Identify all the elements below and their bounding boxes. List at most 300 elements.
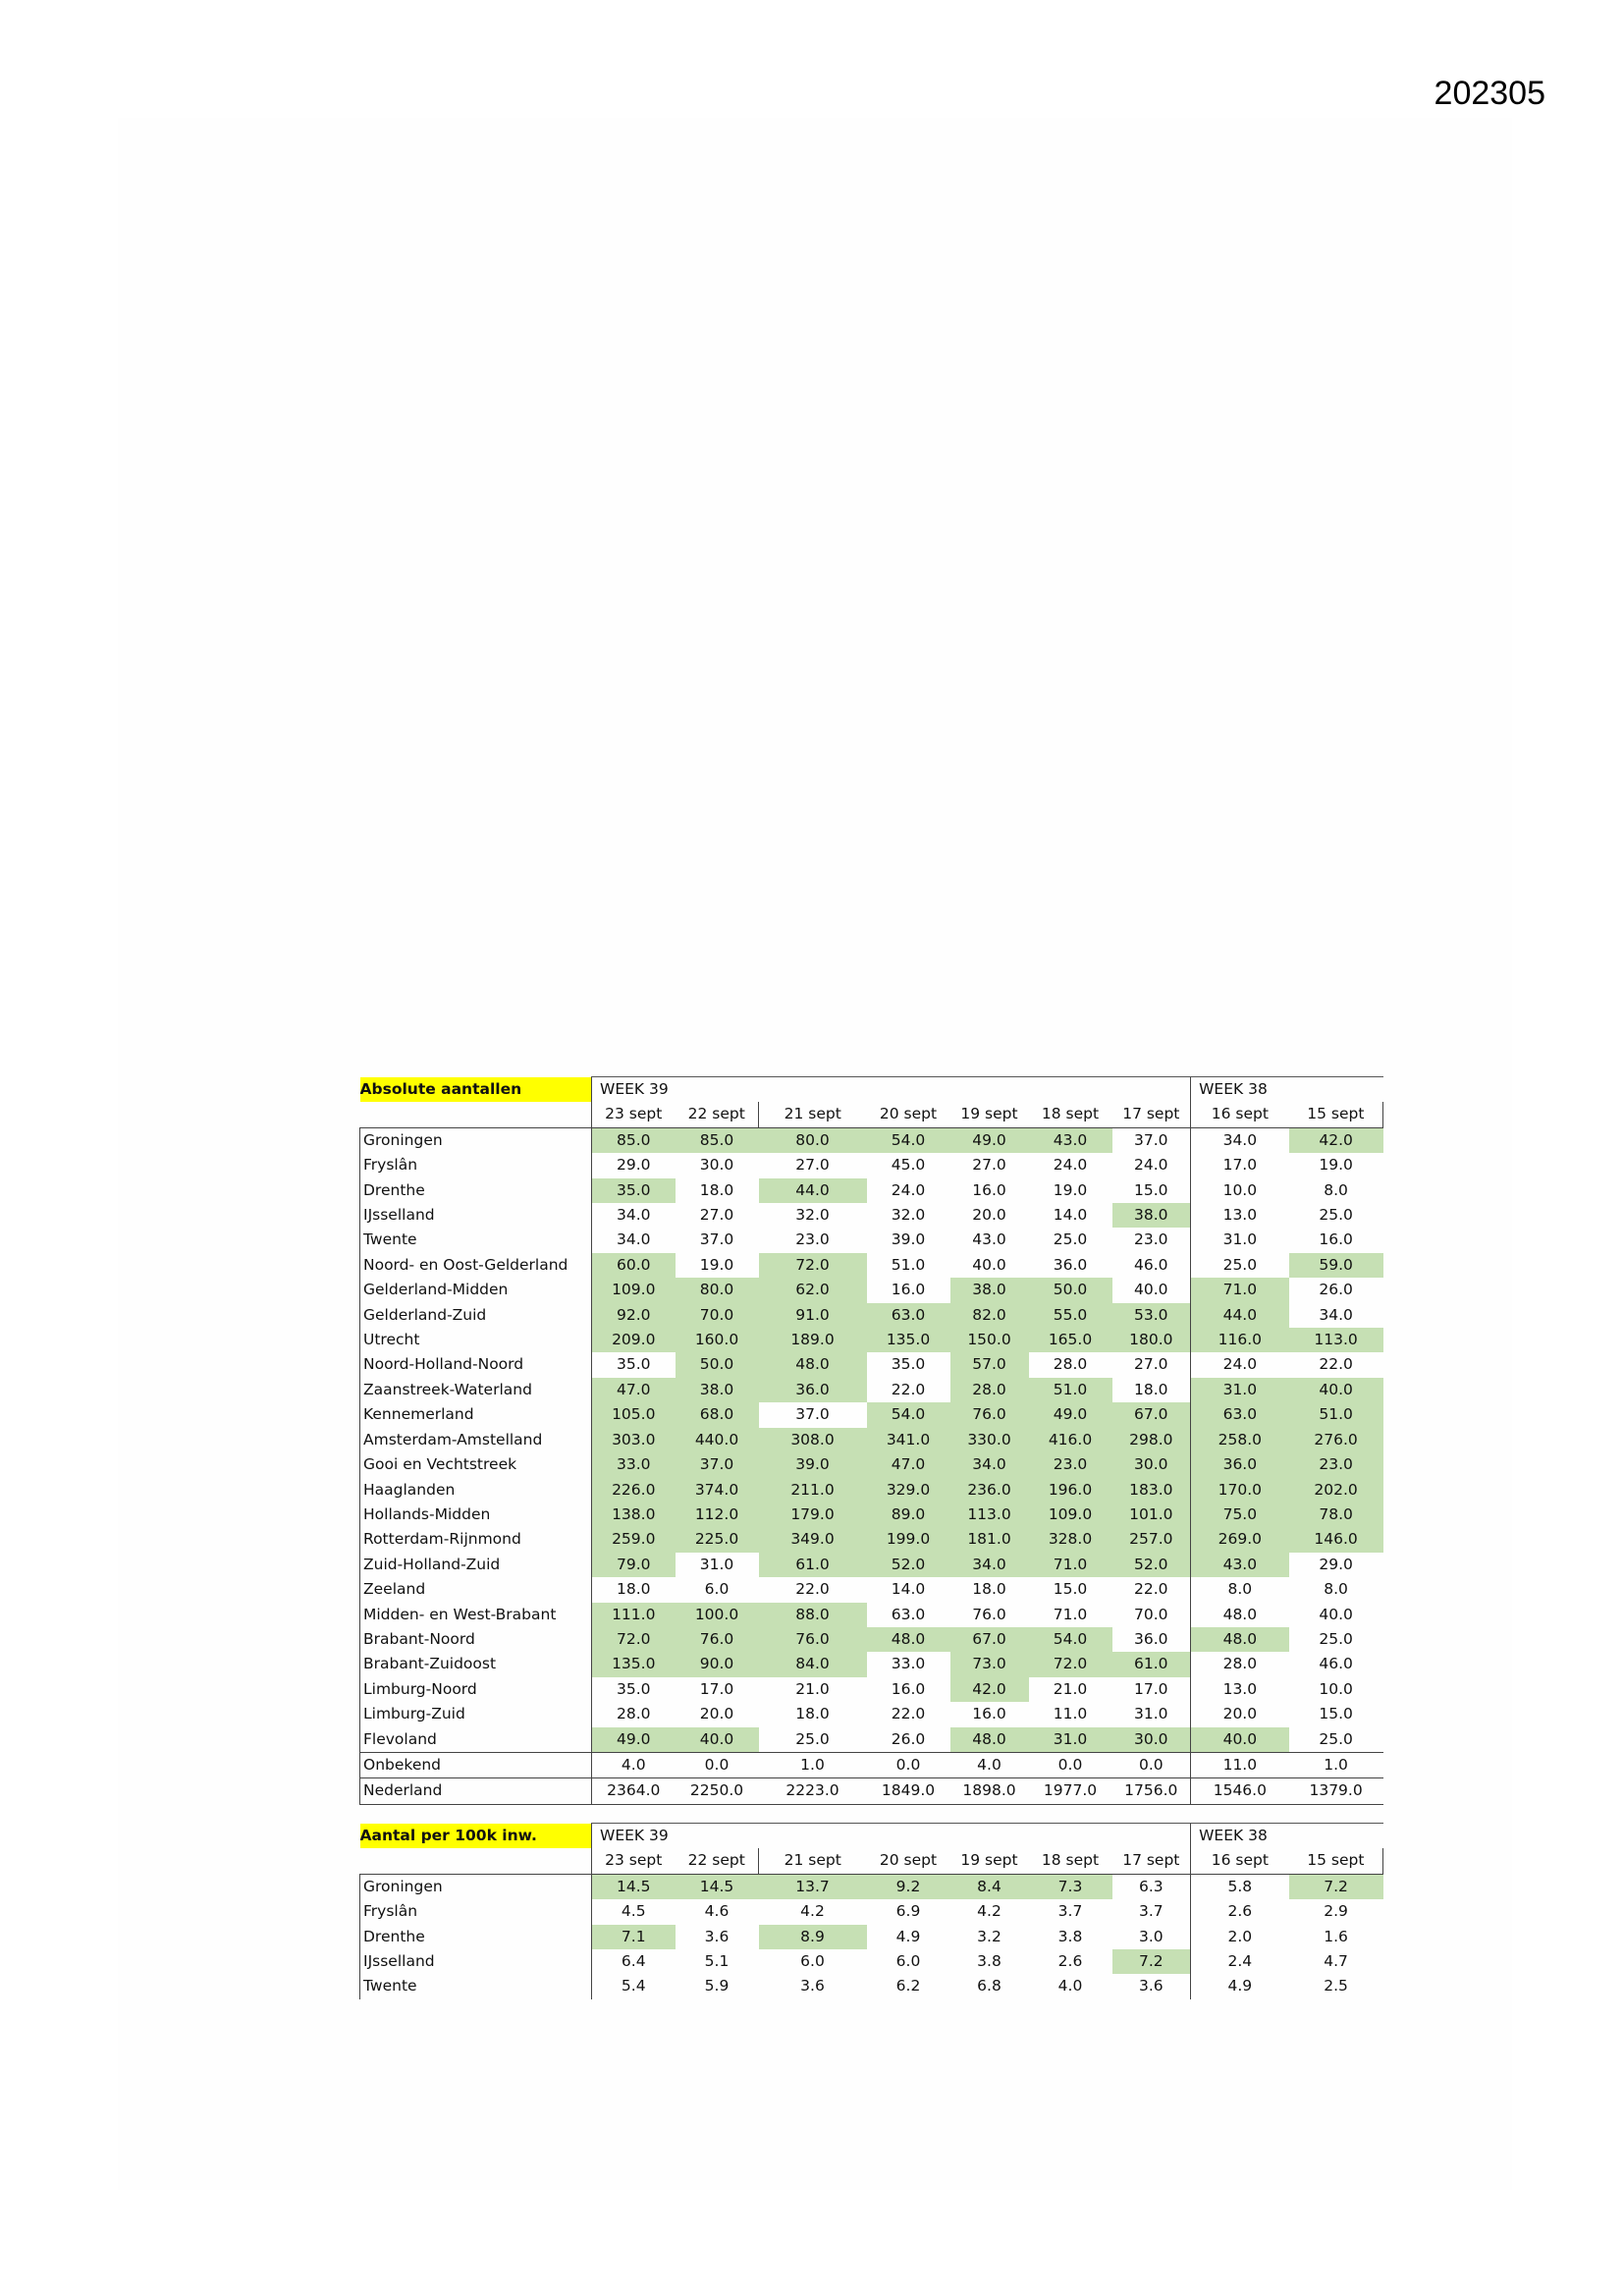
value-cell: 4.7 — [1324, 1952, 1348, 1971]
value-cell: 330.0 — [950, 1428, 1029, 1452]
value-cell: 47.0 — [867, 1452, 950, 1477]
table-row — [360, 1153, 1383, 1177]
value-cell: 112.0 — [676, 1503, 759, 1527]
value-cell: 84.0 — [759, 1652, 867, 1676]
value-cell: 20.0 — [1191, 1702, 1289, 1726]
value-cell: 18.0 — [972, 1580, 1006, 1599]
value-cell: 25.0 — [1191, 1253, 1289, 1278]
absolute-counts-table — [359, 1076, 1383, 1805]
value-cell: 72.0 — [1029, 1652, 1112, 1676]
value-cell: 3.7 — [1138, 1902, 1164, 1921]
value-cell: 80.0 — [676, 1278, 759, 1302]
region-label: Flevoland — [360, 1727, 592, 1753]
date-header: 15 sept — [1289, 1102, 1383, 1127]
value-cell: 1.6 — [1324, 1927, 1348, 1945]
value-cell: 2.5 — [1324, 1977, 1348, 1995]
value-cell: 45.0 — [891, 1156, 926, 1175]
value-cell: 8.0 — [1191, 1577, 1289, 1602]
value-cell: 27.0 — [972, 1156, 1006, 1175]
value-cell: 18.0 — [699, 1180, 734, 1199]
value-cell: 85.0 — [676, 1127, 759, 1153]
value-cell: 53.0 — [1112, 1303, 1191, 1328]
value-cell: 34.0 — [950, 1452, 1029, 1477]
value-cell: 0.0 — [676, 1752, 759, 1777]
region-label: Zuid-Holland-Zuid — [360, 1553, 592, 1577]
value-cell: 29.0 — [1319, 1555, 1353, 1573]
header-spacer — [360, 1848, 592, 1874]
value-cell: 3.8 — [1057, 1927, 1083, 1945]
value-cell: 276.0 — [1289, 1428, 1383, 1452]
header-spacer — [360, 1102, 592, 1127]
value-cell: 257.0 — [1112, 1527, 1191, 1552]
date-header-row — [360, 1848, 1383, 1874]
table-row — [360, 1874, 1383, 1899]
value-cell: 7.3 — [1029, 1874, 1112, 1899]
value-cell: 269.0 — [1191, 1527, 1289, 1552]
value-cell: 180.0 — [1112, 1328, 1191, 1352]
region-label: Gelderland-Zuid — [360, 1303, 592, 1328]
value-cell: 1977.0 — [1029, 1778, 1112, 1804]
value-cell: 85.0 — [592, 1127, 676, 1153]
value-cell: 1756.0 — [1112, 1778, 1191, 1804]
value-cell: 27.0 — [795, 1156, 830, 1175]
value-cell: 2364.0 — [592, 1778, 676, 1804]
table-row — [360, 1727, 1383, 1753]
table-row — [360, 1127, 1383, 1153]
value-cell: 20.0 — [972, 1206, 1006, 1225]
value-cell: 34.0 — [1319, 1305, 1353, 1324]
value-cell: 43.0 — [1191, 1553, 1289, 1577]
value-cell: 52.0 — [1112, 1553, 1191, 1577]
date-header: 20 sept — [867, 1848, 950, 1874]
table-title: Absolute aantallen — [360, 1077, 592, 1103]
value-cell: 24.0 — [1053, 1156, 1088, 1175]
region-label: Limburg-Zuid — [360, 1702, 592, 1726]
value-cell: 8.4 — [950, 1874, 1029, 1899]
date-header-row — [360, 1102, 1383, 1127]
table-row — [360, 1527, 1383, 1552]
value-cell: 16.0 — [1319, 1230, 1353, 1249]
value-cell: 2.0 — [1191, 1925, 1289, 1949]
value-cell: 15.0 — [1319, 1705, 1353, 1723]
date-header: 17 sept — [1112, 1848, 1191, 1874]
value-cell: 1849.0 — [867, 1778, 950, 1804]
value-cell: 61.0 — [759, 1553, 867, 1577]
value-cell: 150.0 — [950, 1328, 1029, 1352]
value-cell: 2.6 — [1057, 1952, 1083, 1971]
region-label: Amsterdam-Amstelland — [360, 1428, 592, 1452]
region-label: Onbekend — [360, 1752, 592, 1777]
value-cell: 4.0 — [1057, 1977, 1083, 1995]
value-cell: 40.0 — [1134, 1281, 1168, 1299]
unknown-row — [360, 1752, 1383, 1777]
value-cell: 40.0 — [972, 1255, 1006, 1274]
value-cell: 30.0 — [699, 1156, 734, 1175]
region-label: Groningen — [360, 1874, 592, 1899]
value-cell: 226.0 — [592, 1478, 676, 1503]
value-cell: 39.0 — [759, 1452, 867, 1477]
table-row — [360, 1203, 1383, 1228]
region-label: Drenthe — [360, 1178, 592, 1203]
value-cell: 17.0 — [1191, 1153, 1289, 1177]
value-cell: 34.0 — [1191, 1127, 1289, 1153]
value-cell: 5.1 — [704, 1952, 730, 1971]
value-cell: 40.0 — [1319, 1605, 1353, 1623]
value-cell: 35.0 — [592, 1352, 676, 1377]
value-cell: 76.0 — [972, 1605, 1006, 1623]
value-cell: 22.0 — [891, 1380, 926, 1398]
table-row — [360, 1577, 1383, 1602]
region-label: Noord- en Oost-Gelderland — [360, 1253, 592, 1278]
value-cell: 70.0 — [1134, 1605, 1168, 1623]
value-cell: 6.0 — [800, 1952, 825, 1971]
value-cell: 440.0 — [676, 1428, 759, 1452]
region-label: Groningen — [360, 1127, 592, 1153]
value-cell: 3.2 — [977, 1927, 1001, 1945]
value-cell: 28.0 — [1191, 1652, 1289, 1676]
value-cell: 4.9 — [895, 1927, 921, 1945]
value-cell: 5.8 — [1191, 1874, 1289, 1899]
value-cell: 202.0 — [1289, 1478, 1383, 1503]
value-cell: 27.0 — [699, 1206, 734, 1225]
value-cell: 35.0 — [592, 1677, 676, 1702]
value-cell: 37.0 — [676, 1452, 759, 1477]
page-number: 202305 — [1434, 75, 1545, 112]
value-cell: 24.0 — [1191, 1352, 1289, 1377]
value-cell: 35.0 — [592, 1178, 676, 1203]
value-cell: 23.0 — [1289, 1452, 1383, 1477]
value-cell: 26.0 — [1319, 1281, 1353, 1299]
value-cell: 5.9 — [704, 1977, 730, 1995]
region-label: Utrecht — [360, 1328, 592, 1352]
table-row — [360, 1278, 1383, 1302]
value-cell: 40.0 — [1289, 1378, 1383, 1402]
date-header: 16 sept — [1191, 1102, 1289, 1127]
value-cell: 49.0 — [1029, 1402, 1112, 1427]
value-cell: 55.0 — [1029, 1303, 1112, 1328]
region-label: Gooi en Vechtstreek — [360, 1452, 592, 1477]
value-cell: 0.0 — [867, 1752, 950, 1777]
value-cell: 48.0 — [950, 1727, 1029, 1753]
value-cell: 303.0 — [592, 1428, 676, 1452]
region-label: IJsselland — [360, 1949, 592, 1974]
value-cell: 21.0 — [795, 1679, 830, 1698]
value-cell: 341.0 — [867, 1428, 950, 1452]
value-cell: 73.0 — [950, 1652, 1029, 1676]
value-cell: 10.0 — [1319, 1679, 1353, 1698]
value-cell: 54.0 — [867, 1402, 950, 1427]
value-cell: 109.0 — [1029, 1503, 1112, 1527]
value-cell: 36.0 — [1191, 1452, 1289, 1477]
table-title: Aantal per 100k inw. — [360, 1824, 592, 1849]
value-cell: 14.5 — [676, 1874, 759, 1899]
value-cell: 89.0 — [867, 1503, 950, 1527]
table-row — [360, 1974, 1383, 1998]
table-row — [360, 1228, 1383, 1252]
value-cell: 48.0 — [759, 1352, 867, 1377]
value-cell: 7.2 — [1112, 1949, 1191, 1974]
value-cell: 54.0 — [1029, 1627, 1112, 1652]
value-cell: 6.9 — [895, 1902, 921, 1921]
value-cell: 4.5 — [592, 1899, 676, 1924]
value-cell: 416.0 — [1029, 1428, 1112, 1452]
value-cell: 31.0 — [1029, 1727, 1112, 1753]
date-header: 18 sept — [1029, 1102, 1112, 1127]
value-cell: 18.0 — [795, 1705, 830, 1723]
region-label: Fryslân — [360, 1899, 592, 1924]
value-cell: 4.2 — [800, 1902, 825, 1921]
value-cell: 308.0 — [759, 1428, 867, 1452]
value-cell: 3.6 — [1138, 1977, 1164, 1995]
value-cell: 7.2 — [1289, 1874, 1383, 1899]
value-cell: 23.0 — [1134, 1230, 1168, 1249]
value-cell: 49.0 — [592, 1727, 676, 1753]
value-cell: 26.0 — [891, 1729, 926, 1748]
value-cell: 31.0 — [1191, 1228, 1289, 1252]
value-cell: 258.0 — [1191, 1428, 1289, 1452]
value-cell: 179.0 — [759, 1503, 867, 1527]
region-label: Twente — [360, 1228, 592, 1252]
value-cell: 1.0 — [759, 1752, 867, 1777]
value-cell: 3.6 — [800, 1977, 825, 1995]
value-cell: 2.9 — [1324, 1902, 1348, 1921]
region-label: Zeeland — [360, 1577, 592, 1602]
date-header: 22 sept — [676, 1102, 759, 1127]
value-cell: 59.0 — [1289, 1253, 1383, 1278]
value-cell: 0.0 — [1112, 1752, 1191, 1777]
value-cell: 236.0 — [950, 1478, 1029, 1503]
value-cell: 67.0 — [950, 1627, 1029, 1652]
value-cell: 4.2 — [977, 1902, 1001, 1921]
value-cell: 37.0 — [699, 1230, 734, 1249]
value-cell: 40.0 — [1191, 1727, 1289, 1753]
value-cell: 15.0 — [1134, 1180, 1168, 1199]
value-cell: 78.0 — [1289, 1503, 1383, 1527]
table-row — [360, 1378, 1383, 1402]
region-label: Twente — [360, 1974, 592, 1998]
region-label: Kennemerland — [360, 1402, 592, 1427]
table-row — [360, 1303, 1383, 1328]
value-cell: 11.0 — [1053, 1705, 1088, 1723]
value-cell: 30.0 — [1112, 1452, 1191, 1477]
value-cell: 14.5 — [592, 1874, 676, 1899]
region-label: IJsselland — [360, 1203, 592, 1228]
table-row — [360, 1503, 1383, 1527]
week-header-row — [360, 1077, 1383, 1103]
value-cell: 19.0 — [1053, 1180, 1088, 1199]
value-cell: 189.0 — [759, 1328, 867, 1352]
value-cell: 113.0 — [1289, 1328, 1383, 1352]
value-cell: 47.0 — [592, 1378, 676, 1402]
value-cell: 2250.0 — [676, 1778, 759, 1804]
value-cell: 16.0 — [891, 1679, 926, 1698]
value-cell: 68.0 — [676, 1402, 759, 1427]
value-cell: 1.0 — [1289, 1752, 1383, 1777]
value-cell: 16.0 — [972, 1705, 1006, 1723]
value-cell: 18.0 — [592, 1577, 676, 1602]
value-cell: 18.0 — [1134, 1380, 1168, 1398]
value-cell: 50.0 — [1029, 1278, 1112, 1302]
date-header: 20 sept — [867, 1102, 950, 1127]
value-cell: 259.0 — [592, 1527, 676, 1552]
value-cell: 40.0 — [676, 1727, 759, 1753]
value-cell: 63.0 — [867, 1303, 950, 1328]
value-cell: 48.0 — [867, 1627, 950, 1652]
value-cell: 23.0 — [795, 1230, 830, 1249]
value-cell: 76.0 — [950, 1402, 1029, 1427]
date-header: 23 sept — [592, 1848, 676, 1874]
region-label: Hollands-Midden — [360, 1503, 592, 1527]
table-row — [360, 1603, 1383, 1627]
value-cell: 72.0 — [592, 1627, 676, 1652]
value-cell: 4.0 — [950, 1752, 1029, 1777]
value-cell: 76.0 — [676, 1627, 759, 1652]
value-cell: 25.0 — [1319, 1206, 1353, 1225]
value-cell: 25.0 — [795, 1729, 830, 1748]
value-cell: 11.0 — [1191, 1752, 1289, 1777]
value-cell: 135.0 — [867, 1328, 950, 1352]
value-cell: 22.0 — [1134, 1580, 1168, 1599]
value-cell: 4.9 — [1191, 1974, 1289, 1998]
value-cell: 14.0 — [891, 1580, 926, 1599]
value-cell: 22.0 — [891, 1705, 926, 1723]
region-label: Brabant-Noord — [360, 1627, 592, 1652]
value-cell: 13.0 — [1191, 1677, 1289, 1702]
value-cell: 61.0 — [1112, 1652, 1191, 1676]
table-row — [360, 1253, 1383, 1278]
value-cell: 22.0 — [795, 1580, 830, 1599]
table-row — [360, 1402, 1383, 1427]
date-header: 23 sept — [592, 1102, 676, 1127]
value-cell: 34.0 — [950, 1553, 1029, 1577]
value-cell: 71.0 — [1029, 1553, 1112, 1577]
value-cell: 181.0 — [950, 1527, 1029, 1552]
table-row — [360, 1452, 1383, 1477]
value-cell: 46.0 — [1134, 1255, 1168, 1274]
region-label: Zaanstreek-Waterland — [360, 1378, 592, 1402]
value-cell: 349.0 — [759, 1527, 867, 1552]
value-cell: 72.0 — [759, 1253, 867, 1278]
value-cell: 14.0 — [1053, 1206, 1088, 1225]
value-cell: 298.0 — [1112, 1428, 1191, 1452]
value-cell: 5.4 — [592, 1974, 676, 1998]
value-cell: 111.0 — [592, 1603, 676, 1627]
value-cell: 54.0 — [867, 1127, 950, 1153]
value-cell: 2223.0 — [759, 1778, 867, 1804]
value-cell: 17.0 — [1134, 1679, 1168, 1698]
value-cell: 165.0 — [1029, 1328, 1112, 1352]
value-cell: 51.0 — [891, 1255, 926, 1274]
value-cell: 34.0 — [592, 1228, 676, 1252]
value-cell: 63.0 — [1191, 1402, 1289, 1427]
value-cell: 113.0 — [950, 1503, 1029, 1527]
value-cell: 63.0 — [891, 1605, 926, 1623]
table-row — [360, 1478, 1383, 1503]
value-cell: 38.0 — [950, 1278, 1029, 1302]
date-header: 17 sept — [1112, 1102, 1191, 1127]
value-cell: 3.7 — [1057, 1902, 1083, 1921]
value-cell: 46.0 — [1319, 1655, 1353, 1673]
value-cell: 109.0 — [592, 1278, 676, 1302]
value-cell: 92.0 — [592, 1303, 676, 1328]
value-cell: 32.0 — [795, 1206, 830, 1225]
value-cell: 52.0 — [867, 1553, 950, 1577]
value-cell: 31.0 — [1191, 1378, 1289, 1402]
table-row — [360, 1677, 1383, 1702]
value-cell: 38.0 — [676, 1378, 759, 1402]
value-cell: 30.0 — [1112, 1727, 1191, 1753]
table-row — [360, 1328, 1383, 1352]
value-cell: 70.0 — [676, 1303, 759, 1328]
region-label: Rotterdam-Rijnmond — [360, 1527, 592, 1552]
value-cell: 7.1 — [592, 1925, 676, 1949]
value-cell: 101.0 — [1112, 1503, 1191, 1527]
region-label: Noord-Holland-Noord — [360, 1352, 592, 1377]
value-cell: 62.0 — [759, 1278, 867, 1302]
date-header: 16 sept — [1191, 1848, 1289, 1874]
value-cell: 25.0 — [1319, 1729, 1353, 1748]
value-cell: 34.0 — [592, 1203, 676, 1228]
value-cell: 28.0 — [1053, 1355, 1088, 1374]
value-cell: 160.0 — [676, 1328, 759, 1352]
value-cell: 36.0 — [1053, 1255, 1088, 1274]
value-cell: 146.0 — [1289, 1527, 1383, 1552]
table-row — [360, 1627, 1383, 1652]
value-cell: 20.0 — [699, 1705, 734, 1723]
value-cell: 16.0 — [972, 1180, 1006, 1199]
region-label: Drenthe — [360, 1925, 592, 1949]
value-cell: 28.0 — [592, 1702, 676, 1726]
table-row — [360, 1702, 1383, 1726]
value-cell: 36.0 — [1134, 1629, 1168, 1648]
value-cell: 6.2 — [895, 1977, 921, 1995]
value-cell: 6.4 — [592, 1949, 676, 1974]
value-cell: 138.0 — [592, 1503, 676, 1527]
table-row — [360, 1553, 1383, 1577]
value-cell: 4.0 — [592, 1752, 676, 1777]
date-header: 19 sept — [950, 1848, 1029, 1874]
value-cell: 76.0 — [759, 1627, 867, 1652]
value-cell: 196.0 — [1029, 1478, 1112, 1503]
value-cell: 19.0 — [1319, 1156, 1353, 1175]
value-cell: 211.0 — [759, 1478, 867, 1503]
value-cell: 2.6 — [1191, 1899, 1289, 1924]
value-cell: 15.0 — [1053, 1580, 1088, 1599]
date-header: 18 sept — [1029, 1848, 1112, 1874]
value-cell: 6.8 — [977, 1977, 1001, 1995]
table-row — [360, 1949, 1383, 1974]
value-cell: 57.0 — [950, 1352, 1029, 1377]
table-row — [360, 1925, 1383, 1949]
value-cell: 44.0 — [759, 1178, 867, 1203]
value-cell: 3.8 — [977, 1952, 1001, 1971]
value-cell: 75.0 — [1191, 1503, 1289, 1527]
value-cell: 43.0 — [972, 1230, 1006, 1249]
week-label: WEEK 38 — [1191, 1824, 1383, 1849]
value-cell: 42.0 — [950, 1677, 1029, 1702]
value-cell: 36.0 — [759, 1378, 867, 1402]
date-header: 15 sept — [1289, 1848, 1383, 1874]
value-cell: 21.0 — [1053, 1679, 1088, 1698]
value-cell: 17.0 — [699, 1679, 734, 1698]
value-cell: 1546.0 — [1191, 1778, 1289, 1804]
table-row — [360, 1352, 1383, 1377]
value-cell: 25.0 — [1053, 1230, 1088, 1249]
value-cell: 2.4 — [1191, 1949, 1289, 1974]
table-row — [360, 1899, 1383, 1924]
date-header: 21 sept — [759, 1102, 867, 1127]
week-label: WEEK 39 — [592, 1824, 1191, 1849]
